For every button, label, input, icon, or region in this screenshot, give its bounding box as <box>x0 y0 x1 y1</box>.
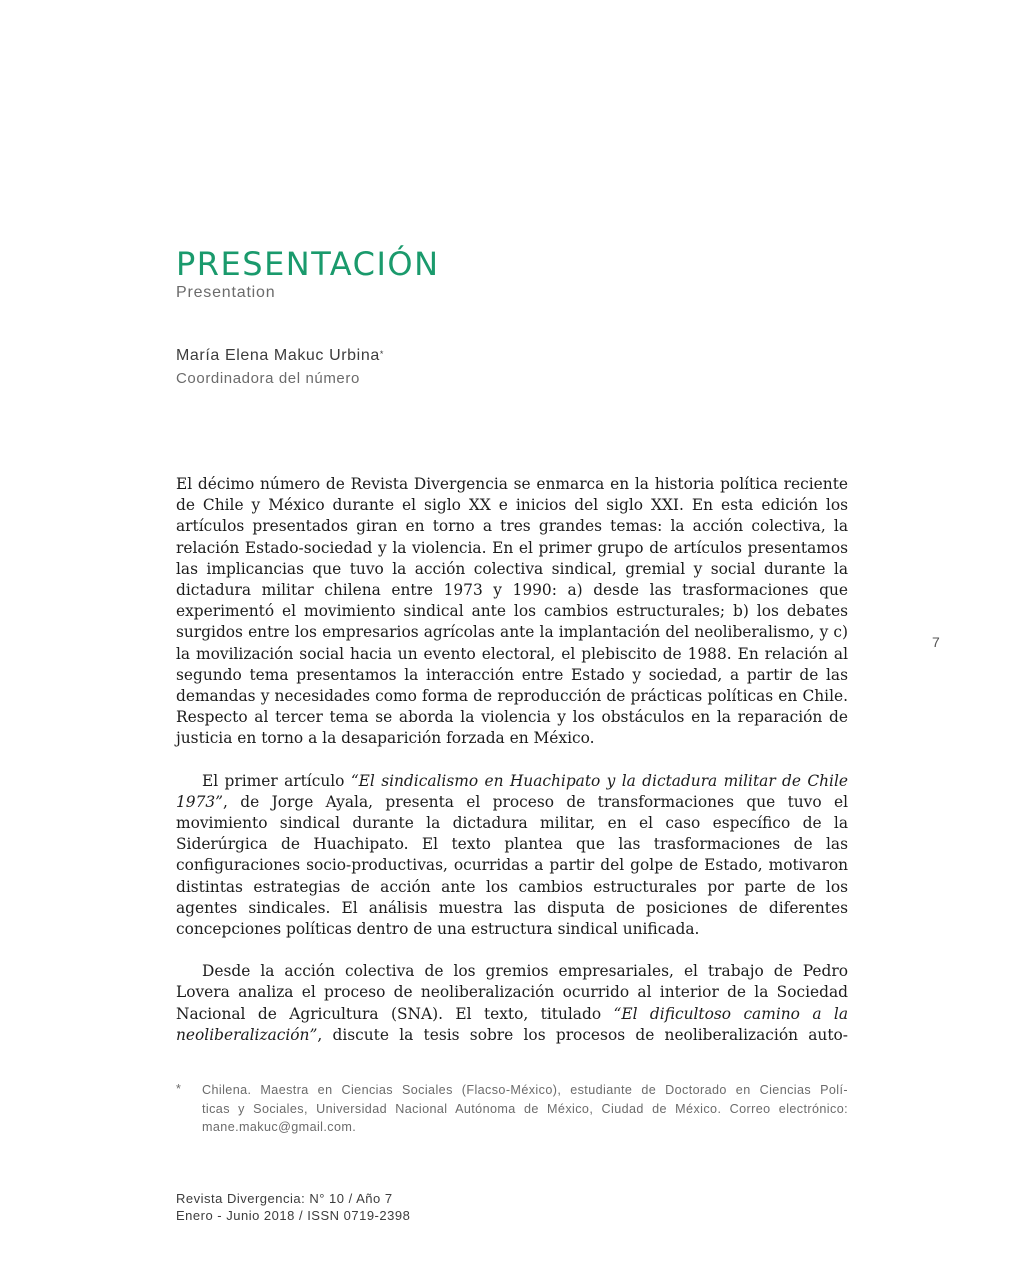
footer-journal-issue: Revista Divergencia: N° 10 / Año 7 <box>176 1191 393 1206</box>
footnote-line: Chilena. Maestra en Ciencias Sociales (Flacso-México), estudiante de Doctorado en Ciencias Polí- <box>202 1083 848 1097</box>
section-subtitle: Presentation <box>176 284 276 301</box>
paragraph-3-article-title: “El dificultoso camino a la neoliberalización” <box>176 1004 849 1044</box>
paragraph-3-text: , discute la tesis sobre los procesos de neoliberalización auto- <box>317 1025 848 1044</box>
paragraph-2-article-title: “El sindicalismo en Huachipato y la dictadura militar de Chile 1973” <box>176 771 849 811</box>
footnote-line: ticas y Sociales, Universidad Nacional Autónoma de México, Ciudad de México. Correo electrónico: <box>202 1101 848 1116</box>
paragraph-3 <box>176 961 848 1046</box>
footnote-email: mane.makuc@gmail.com. <box>202 1120 357 1135</box>
footer-date-issn: Enero - Junio 2018 / ISSN 0719-2398 <box>176 1208 411 1223</box>
author-name-text: María Elena Makuc Urbina <box>176 347 380 364</box>
author-role: Coordinadora del número <box>176 370 360 387</box>
paragraph-1: El décimo número de Revista Divergencia se enmarca en la historia política reciente de Chile y México durante el siglo XX e inicios del siglo XXI. En esta edición los artículos presentados giran en torno a tres grandes temas: la acción colectiva, la relación Estado-sociedad y la violencia. En el primer grupo de artículos presentamos las implicancias que tuvo la acción colectiva sindical, gremial y social durante la dictadura militar chilena entre 1973 y 1990: a) desde las trasformaciones que experimentó el movimiento sindical ante los cambios estructurales; b) los debates surgidos entre los empresarios agrícolas ante la implantación del neoliberalismo, y c) la movilización social hacia un evento electoral, el plebiscito de 1988. En relación al segundo tema presentamos la interacción entre Estado y sociedad, a partir de las demandas y necesidades como forma de reproducción de prácticas políticas en Chile. Respecto al tercer tema se aborda la violencia y los obstáculos en la reparación de justicia en torno a la desaparición forzada en México. <box>176 475 848 748</box>
paragraph-2-text: , de Jorge Ayala, presenta el proceso de transformaciones que tuvo el movimiento sindical durante la dictadura militar, en el caso específico de la Siderúrgica de Huachipato. El texto plantea que las trasformaciones de las configuraciones socio-productivas, ocurridas a partir del golpe de Estado, motivaron distintas estrategias de acción ante los cambios estructurales por parte de los agentes sindicales. El análisis muestra las disputa de posiciones de diferentes concepciones políticas dentro de una estructura sindical unificada. <box>176 792 848 939</box>
article-body <box>176 474 848 1046</box>
section-title: PRESENTACIÓN <box>176 245 440 283</box>
footnote <box>202 1081 848 1137</box>
page-number: 7 <box>932 634 940 650</box>
paragraph-2 <box>176 771 848 941</box>
author-footnote-marker: * <box>379 349 384 359</box>
paragraph-2-intro: El primer artículo <box>202 771 351 790</box>
journal-footer <box>176 1190 410 1224</box>
paragraph-3-intro: Desde la acción colectiva de los gremios empresariales, el trabajo de Pedro Lovera analiza el proceso de neoliberalización ocurrido al interior de la Sociedad Nacional de Agricultura (SNA). El texto, titulado <box>176 962 848 1023</box>
author-name <box>176 346 384 366</box>
footnote-marker: * <box>176 1082 181 1096</box>
